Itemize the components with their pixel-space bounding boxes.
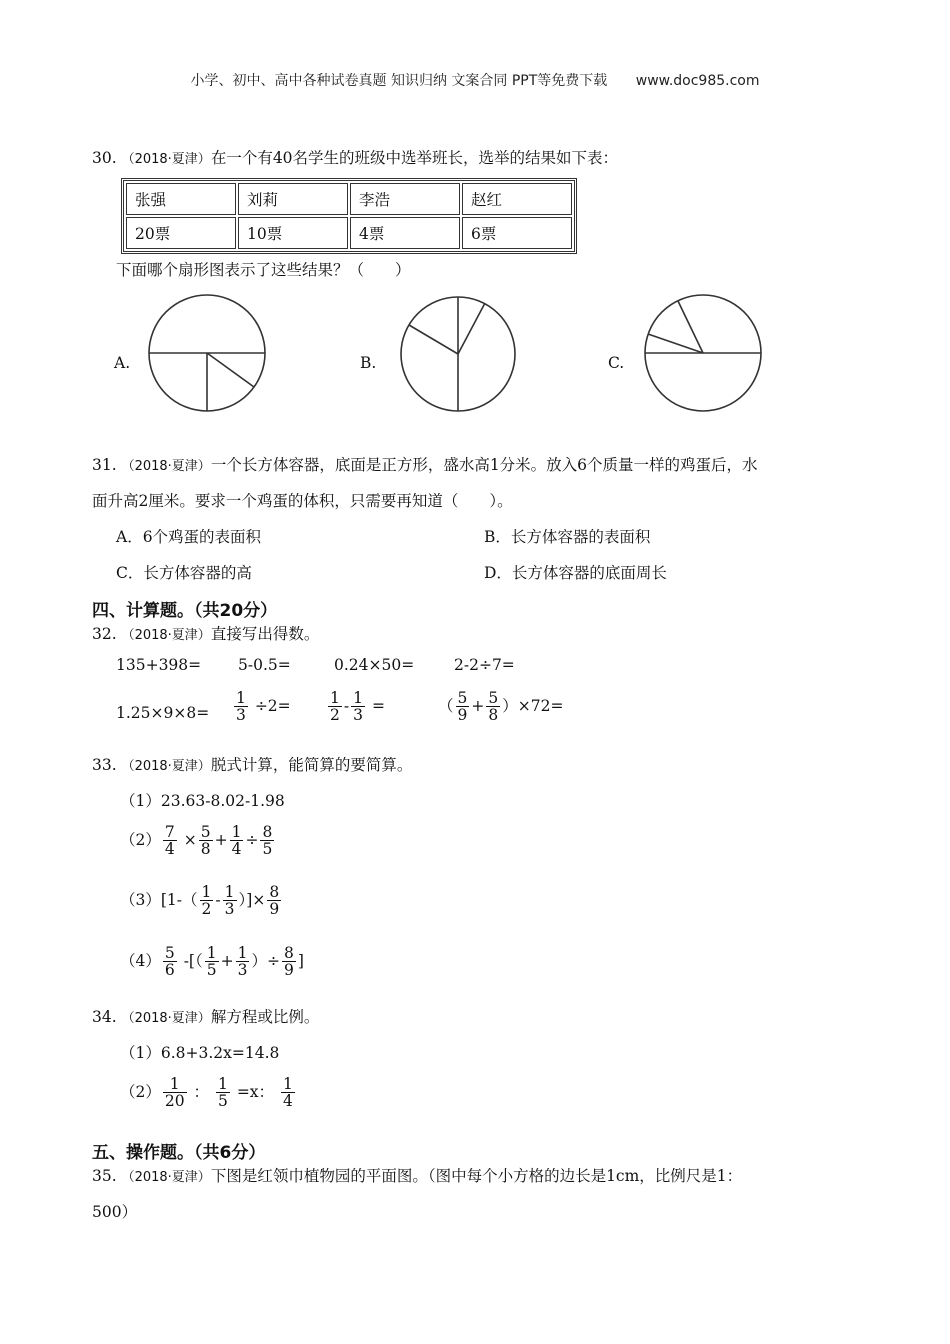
expression-text: -[（ xyxy=(183,951,203,970)
operator: × xyxy=(183,830,197,849)
fraction xyxy=(199,824,213,858)
operator: + xyxy=(471,696,485,715)
q31-option-c[interactable]: C．长方体容器的高 xyxy=(116,564,252,582)
numerator: 8 xyxy=(283,944,294,962)
q33-part-2 xyxy=(120,824,276,858)
fraction xyxy=(200,884,214,918)
q31-stem xyxy=(92,453,758,475)
table-cell: 20票 xyxy=(126,217,236,249)
denominator: 20 xyxy=(164,1092,185,1111)
page-header xyxy=(0,70,950,90)
q32-item: 135+398= xyxy=(116,656,202,674)
fraction xyxy=(282,945,296,979)
denominator: 4 xyxy=(282,1092,293,1111)
denominator: 5 xyxy=(262,840,273,859)
denominator: 4 xyxy=(231,840,242,859)
expression-text: =x： xyxy=(236,1082,275,1101)
fraction xyxy=(267,884,281,918)
denominator: 9 xyxy=(457,706,468,725)
q35-tag: （2018·夏津） xyxy=(121,1170,211,1185)
denominator: 6 xyxy=(164,961,175,980)
numerator: 1 xyxy=(231,823,242,841)
pie-chart-c[interactable] xyxy=(642,292,764,414)
fraction xyxy=(223,884,237,918)
fraction xyxy=(260,824,274,858)
denominator: 3 xyxy=(236,706,246,725)
q31-number: 31. xyxy=(92,456,117,474)
operator: - xyxy=(343,696,350,715)
part-label: （2） xyxy=(120,1082,161,1101)
section-4-heading: 四、计算题。（共20分） xyxy=(92,601,278,621)
q30-tag: （2018·夏津） xyxy=(121,152,211,167)
numerator: 7 xyxy=(164,823,175,841)
vote-table xyxy=(121,178,577,254)
vote-table-names-row xyxy=(126,183,572,215)
table-cell: 张强 xyxy=(126,183,236,215)
numerator: 1 xyxy=(224,883,235,901)
q34-text: 解方程或比例。 xyxy=(210,1008,320,1026)
q31-tag: （2018·夏津） xyxy=(121,459,211,474)
expression-text: ] xyxy=(297,951,304,970)
table-cell: 赵红 xyxy=(462,183,572,215)
numerator: 1 xyxy=(236,689,246,707)
part-label: （3） xyxy=(120,890,161,909)
pie-chart-b[interactable] xyxy=(398,294,518,414)
numerator: 1 xyxy=(353,689,363,707)
denominator: 9 xyxy=(269,900,280,919)
header-text: 小学、初中、高中各种试卷真题 知识归纳 文案合同 PPT等免费下载 xyxy=(190,73,608,89)
fraction xyxy=(456,690,470,724)
expression-text: ）]× xyxy=(238,890,266,909)
expression-text: = xyxy=(371,696,385,715)
fraction xyxy=(486,690,500,724)
denominator: 9 xyxy=(283,961,294,980)
section-5-heading: 五、操作题。（共6分） xyxy=(92,1143,266,1163)
denominator: 8 xyxy=(200,840,211,859)
part-label: （4） xyxy=(120,951,161,970)
q32-item: 0.24×50= xyxy=(334,656,415,674)
numerator: 1 xyxy=(237,944,248,962)
q34-part-1: （1）6.8+3.2x=14.8 xyxy=(120,1044,280,1062)
table-cell: 刘莉 xyxy=(238,183,348,215)
table-cell: 6票 xyxy=(462,217,572,249)
expression-text: [1-（ xyxy=(160,890,198,909)
q32-item: 1.25×9×8= xyxy=(116,704,210,722)
q30-number: 30. xyxy=(92,149,117,167)
q32-item-fraction-3 xyxy=(438,690,563,724)
numerator: 1 xyxy=(330,689,340,707)
header-url[interactable]: www.doc985.com xyxy=(635,73,760,89)
option-b-label[interactable]: B. xyxy=(360,354,377,372)
fraction xyxy=(230,824,244,858)
q35-number: 35. xyxy=(92,1167,117,1185)
q33-number: 33. xyxy=(92,756,117,774)
fraction xyxy=(281,1076,295,1110)
numerator: 8 xyxy=(262,823,273,841)
operator: + xyxy=(220,951,234,970)
expression-text: ÷2= xyxy=(254,696,291,715)
numerator: 5 xyxy=(164,944,175,962)
q30-stem xyxy=(92,146,618,168)
option-a-label[interactable]: A. xyxy=(114,354,131,372)
fraction xyxy=(163,1076,187,1110)
q31-text-line1: 一个长方体容器，底面是正方形，盛水高1分米。放入6个质量一样的鸡蛋后，水 xyxy=(210,456,758,474)
q35-stem xyxy=(92,1164,742,1186)
q32-tag: （2018·夏津） xyxy=(121,628,211,643)
q35-text-line2: 500） xyxy=(92,1203,138,1221)
q30-text: 在一个有40名学生的班级中选举班长，选举的结果如下表： xyxy=(210,149,619,167)
numerator: 1 xyxy=(206,944,217,962)
expression-text: ）÷ xyxy=(251,951,280,970)
fraction xyxy=(234,690,248,724)
fraction xyxy=(163,824,177,858)
pie-chart-a[interactable] xyxy=(146,292,268,414)
q32-item-fraction-1 xyxy=(232,690,291,724)
expression-text: （ xyxy=(438,696,454,715)
q34-tag: （2018·夏津） xyxy=(121,1011,211,1026)
expression-text: ）×72= xyxy=(502,696,564,715)
denominator: 3 xyxy=(353,706,363,725)
operator: + xyxy=(214,830,228,849)
q32-text: 直接写出得数。 xyxy=(210,625,320,643)
q32-number: 32. xyxy=(92,625,117,643)
numerator: 5 xyxy=(200,823,211,841)
denominator: 2 xyxy=(330,706,340,725)
q32-item-fraction-2 xyxy=(326,690,385,724)
numerator: 1 xyxy=(201,883,212,901)
numerator: 1 xyxy=(282,1075,293,1093)
q32-item: 5-0.5= xyxy=(238,656,291,674)
denominator: 8 xyxy=(488,706,499,725)
denominator: 3 xyxy=(237,961,248,980)
numerator: 1 xyxy=(218,1075,228,1093)
fraction xyxy=(216,1076,230,1110)
numerator: 1 xyxy=(163,1076,187,1093)
q33-tag: （2018·夏津） xyxy=(121,759,211,774)
q35-text-line1: 下图是红领巾植物园的平面图。（图中每个小方格的边长是1cm，比例尺是1： xyxy=(210,1167,743,1185)
fraction xyxy=(163,945,177,979)
q34-stem xyxy=(92,1005,319,1027)
fraction xyxy=(236,945,250,979)
q34-number: 34. xyxy=(92,1008,117,1026)
option-c-label[interactable]: C. xyxy=(608,354,625,372)
q33-part-4 xyxy=(120,945,304,979)
q33-stem xyxy=(92,753,412,775)
fraction xyxy=(351,690,365,724)
operator: - xyxy=(215,890,221,909)
part-label: （2） xyxy=(120,830,161,849)
q33-part-1: （1）23.63-8.02-1.98 xyxy=(120,792,285,810)
denominator: 4 xyxy=(164,840,175,859)
numerator: 5 xyxy=(457,689,468,707)
operator: ： xyxy=(193,1082,210,1101)
denominator: 3 xyxy=(224,900,235,919)
denominator: 5 xyxy=(206,961,217,980)
q31-option-a[interactable]: A．6个鸡蛋的表面积 xyxy=(116,528,262,546)
operator: ÷ xyxy=(245,830,259,849)
q31-option-b[interactable]: B．长方体容器的表面积 xyxy=(484,528,651,546)
table-cell: 4票 xyxy=(350,217,460,249)
q31-text-line2: 面升高2厘米。要求一个鸡蛋的体积，只需要再知道（ ）。 xyxy=(92,492,513,510)
vote-table-votes-row xyxy=(126,217,572,249)
table-cell: 李浩 xyxy=(350,183,460,215)
table-cell: 10票 xyxy=(238,217,348,249)
fraction xyxy=(205,945,219,979)
fraction xyxy=(328,690,342,724)
q32-item: 2-2÷7= xyxy=(454,656,515,674)
denominator: 2 xyxy=(201,900,212,919)
q33-text: 脱式计算，能简算的要简算。 xyxy=(210,756,413,774)
q32-stem xyxy=(92,622,319,644)
q31-option-d[interactable]: D．长方体容器的底面周长 xyxy=(484,564,667,582)
denominator: 5 xyxy=(218,1092,228,1111)
q30-question: 下面哪个扇形图表示了这些结果？（ ） xyxy=(116,261,411,279)
q33-part-3 xyxy=(120,884,283,918)
numerator: 5 xyxy=(488,689,499,707)
q34-part-2 xyxy=(120,1076,297,1110)
numerator: 8 xyxy=(269,883,280,901)
